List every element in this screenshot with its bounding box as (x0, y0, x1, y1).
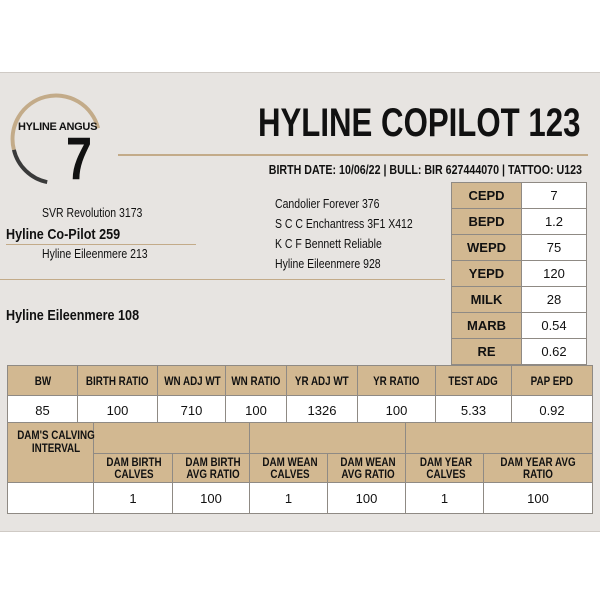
pedigree-dam: Hyline Eileenmere 108 (6, 307, 140, 324)
epd-value: 75 (522, 235, 587, 261)
pedigree-sire-dam: Hyline Eileenmere 213 (42, 247, 148, 261)
title-divider (118, 154, 588, 156)
performance-table (7, 365, 593, 425)
epd-row (452, 235, 587, 261)
lot-badge-arc (8, 91, 106, 192)
animal-name-title: HYLINE COPILOT 123 (257, 101, 580, 145)
pedigree-dam-dam-sire: K C F Bennett Reliable (275, 237, 382, 251)
birth-bull-tattoo-line: BIRTH DATE: 10/06/22 | BULL: BIR 627444070 | TATTOO: U123 (268, 162, 582, 177)
lot-card (0, 72, 600, 532)
epd-label: YEPD (452, 261, 522, 287)
pedigree-dam-sire: S C C Enchantress 3F1 X412 (275, 217, 413, 231)
epd-label: MILK (452, 287, 522, 313)
lot-number: 7 (66, 125, 91, 192)
dam-birth-group-header (94, 423, 250, 454)
performance-value: 100 (358, 396, 436, 425)
dam-stat-value: 1 (406, 483, 484, 514)
performance-header-row (8, 366, 593, 396)
epd-row (452, 287, 587, 313)
epd-value: 28 (522, 287, 587, 313)
performance-header: WN ADJ WT (158, 366, 226, 396)
epd-row (452, 313, 587, 339)
dam-stat-value: 100 (173, 483, 250, 514)
epd-value: 0.54 (522, 313, 587, 339)
dam-stat-value: 100 (328, 483, 406, 514)
dam-stat-header: DAM BIRTH AVG RATIO (173, 454, 250, 483)
pedigree-sire-sire: SVR Revolution 3173 (42, 206, 143, 220)
pedigree-dam-rule (0, 279, 445, 280)
pedigree-sire-rule (6, 244, 196, 245)
performance-header: WN RATIO (226, 366, 287, 396)
epd-value: 1.2 (522, 209, 587, 235)
epd-row (452, 209, 587, 235)
dam-wean-group-header (250, 423, 406, 454)
dam-stat-header: DAM WEAN CALVES (250, 454, 328, 483)
epd-row (452, 339, 587, 365)
epd-value: 120 (522, 261, 587, 287)
dam-stat-header: DAM YEAR AVG RATIO (484, 454, 593, 483)
pedigree-sire: Hyline Co-Pilot 259 (6, 226, 121, 243)
performance-header: BIRTH RATIO (78, 366, 158, 396)
performance-value-row (8, 396, 593, 425)
lot-brand: HYLINE ANGUS (18, 121, 98, 133)
dam-stats-header-row (8, 454, 593, 483)
performance-value: 85 (8, 396, 78, 425)
performance-value: 100 (226, 396, 287, 425)
dam-stat-value: 1 (250, 483, 328, 514)
performance-header: BW (8, 366, 78, 396)
performance-value: 0.92 (512, 396, 593, 425)
dam-year-group-header (406, 423, 593, 454)
performance-value: 710 (158, 396, 226, 425)
epd-value: 0.62 (522, 339, 587, 365)
dam-stat-header: DAM BIRTH CALVES (94, 454, 173, 483)
performance-value: 1326 (287, 396, 358, 425)
dam-calving-interval-value (8, 483, 94, 514)
dam-stat-value: 1 (94, 483, 173, 514)
epd-table (451, 182, 587, 365)
performance-value: 100 (78, 396, 158, 425)
performance-header: YR RATIO (358, 366, 436, 396)
epd-label: BEPD (452, 209, 522, 235)
epd-label: WEPD (452, 235, 522, 261)
dam-stat-value: 100 (484, 483, 593, 514)
pedigree-dam-dam: Hyline Eileenmere 928 (275, 257, 381, 271)
epd-label: MARB (452, 313, 522, 339)
dam-stats-value-row (8, 483, 593, 514)
performance-header: TEST ADG (436, 366, 512, 396)
epd-value: 7 (522, 183, 587, 209)
dam-stat-header: DAM YEAR CALVES (406, 454, 484, 483)
dam-stats-table (7, 422, 593, 514)
performance-header: PAP EPD (512, 366, 593, 396)
performance-header: YR ADJ WT (287, 366, 358, 396)
dam-stat-header: DAM WEAN AVG RATIO (328, 454, 406, 483)
epd-label: RE (452, 339, 522, 365)
pedigree-dam-sire-sire: Candolier Forever 376 (275, 197, 380, 211)
epd-row (452, 183, 587, 209)
dam-calving-interval-header: DAM'S CALVING INTERVAL (8, 423, 94, 483)
epd-row (452, 261, 587, 287)
performance-value: 5.33 (436, 396, 512, 425)
epd-label: CEPD (452, 183, 522, 209)
